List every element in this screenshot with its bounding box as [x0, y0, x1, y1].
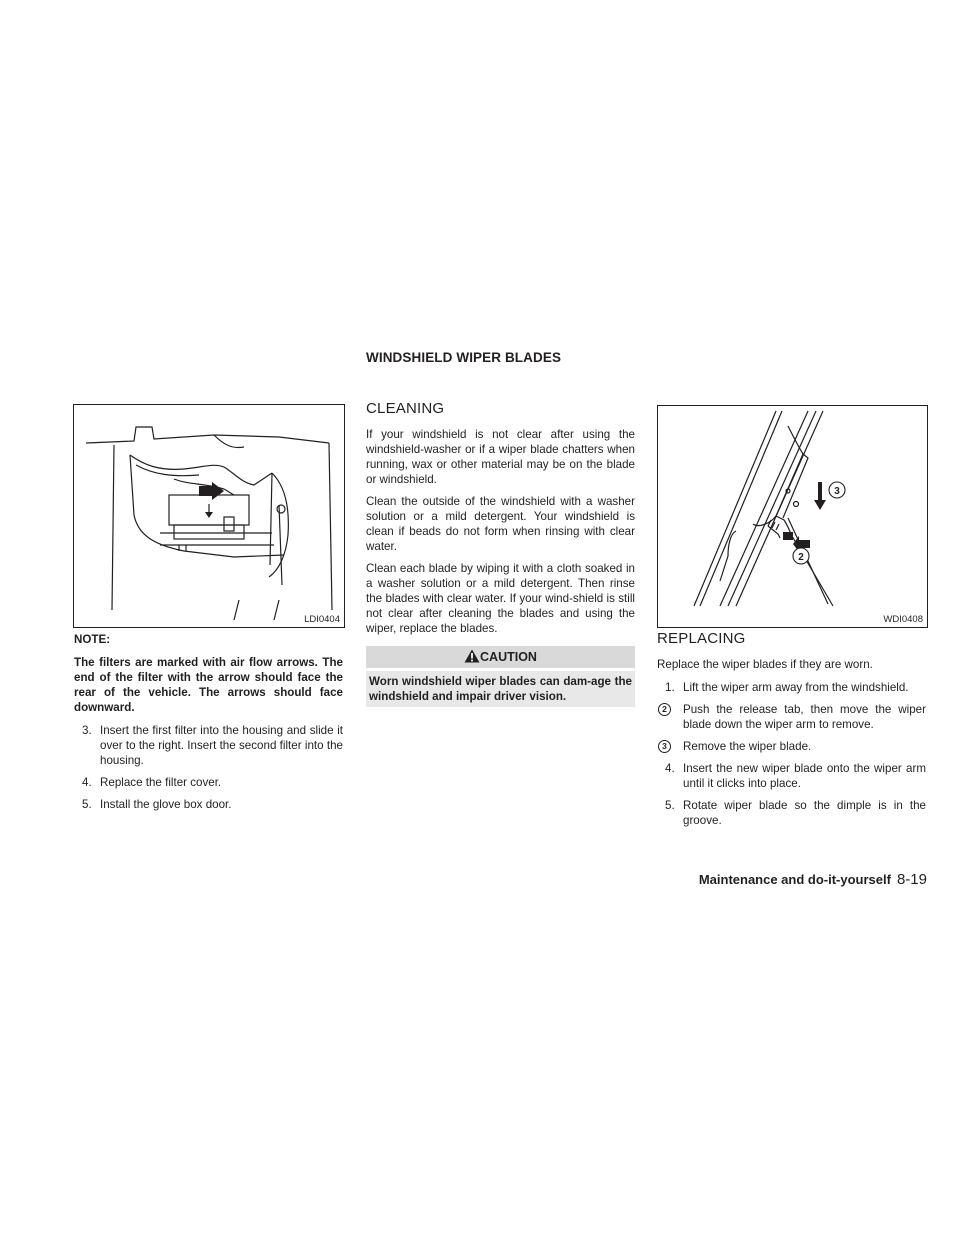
- page-footer: [699, 871, 927, 888]
- circled-step-number: 2: [658, 703, 671, 716]
- step-number: 4.: [82, 776, 92, 789]
- paragraph: Clean each blade by wiping it with a cloth soaked in a washer solution or a mild detergent. Then rinse the blades with clear water. If your wind-shield is still not clear after cleaning the blades and using the wiper, replace the blades.: [366, 562, 635, 635]
- left-column: [74, 632, 343, 819]
- step-text: Remove the wiper blade.: [683, 740, 812, 753]
- step-number: 3.: [82, 724, 92, 737]
- list-item: [74, 797, 343, 812]
- step-text: Install the glove box door.: [100, 798, 232, 811]
- paragraph: Replace the wiper blades if they are worn.: [657, 658, 873, 671]
- caution-header: [366, 646, 635, 668]
- callout-3: 3: [834, 486, 840, 497]
- cleaning-heading: CLEANING: [366, 400, 445, 417]
- wiper-blade-drawing: [658, 406, 927, 627]
- callout-2: 2: [798, 552, 804, 563]
- list-item: [657, 680, 926, 695]
- caution-text: Worn windshield wiper blades can dam-age the windshield and impair driver vision.: [366, 671, 635, 707]
- chapter-title: Maintenance and do-it-yourself: [698, 872, 891, 887]
- filter-illustration: [73, 404, 345, 628]
- warning-triangle-icon: [464, 649, 480, 663]
- caution-label: CAUTION: [480, 650, 537, 664]
- middle-column: [366, 401, 635, 707]
- paragraph: If your windshield is not clear after using the windshield-washer or if a wiper blade chatters when running, wax or other material may be on the blade or windshield.: [366, 428, 635, 486]
- replacing-heading: REPLACING: [657, 630, 746, 647]
- step-number: 4.: [665, 762, 675, 775]
- list-item: [74, 723, 343, 768]
- step-text: Replace the filter cover.: [100, 776, 222, 789]
- list-item: [74, 775, 343, 790]
- page-number: 8-19: [896, 871, 927, 888]
- paragraph: Clean the outside of the windshield with a washer solution or a mild detergent. Your windshield is clean if beads do not form when rinsing with clear water.: [366, 495, 635, 553]
- list-item: [657, 739, 926, 754]
- wiper-illustration: [657, 405, 928, 628]
- circled-step-number: 3: [658, 740, 671, 753]
- step-text: Insert the new wiper blade onto the wiper arm until it clicks into place.: [683, 762, 926, 790]
- right-column: [657, 631, 926, 835]
- step-number: 5.: [665, 799, 675, 812]
- note-text: The filters are marked with air flow arrows. The end of the filter with the arrow should face the rear of the vehicle. The arrows should face downward.: [74, 656, 343, 714]
- step-number: 1.: [665, 681, 675, 694]
- step-number: 5.: [82, 798, 92, 811]
- list-item: [657, 761, 926, 791]
- figure-code: WDI0408: [883, 614, 923, 625]
- glove-box-filter-drawing: [74, 405, 344, 627]
- step-text: Push the release tab, then move the wiper blade down the wiper arm to remove.: [683, 703, 926, 731]
- list-item: [657, 798, 926, 828]
- step-text: Lift the wiper arm away from the windshield.: [683, 681, 909, 694]
- step-text: Rotate wiper blade so the dimple is in the groove.: [683, 799, 926, 827]
- section-title: WINDSHIELD WIPER BLADES: [366, 350, 562, 365]
- step-text: Insert the first filter into the housing and slide it over to the right. Insert the second filter into the housing.: [100, 724, 343, 767]
- figure-code: LDI0404: [304, 614, 340, 625]
- note-title: NOTE:: [74, 633, 111, 646]
- list-item: [657, 702, 926, 732]
